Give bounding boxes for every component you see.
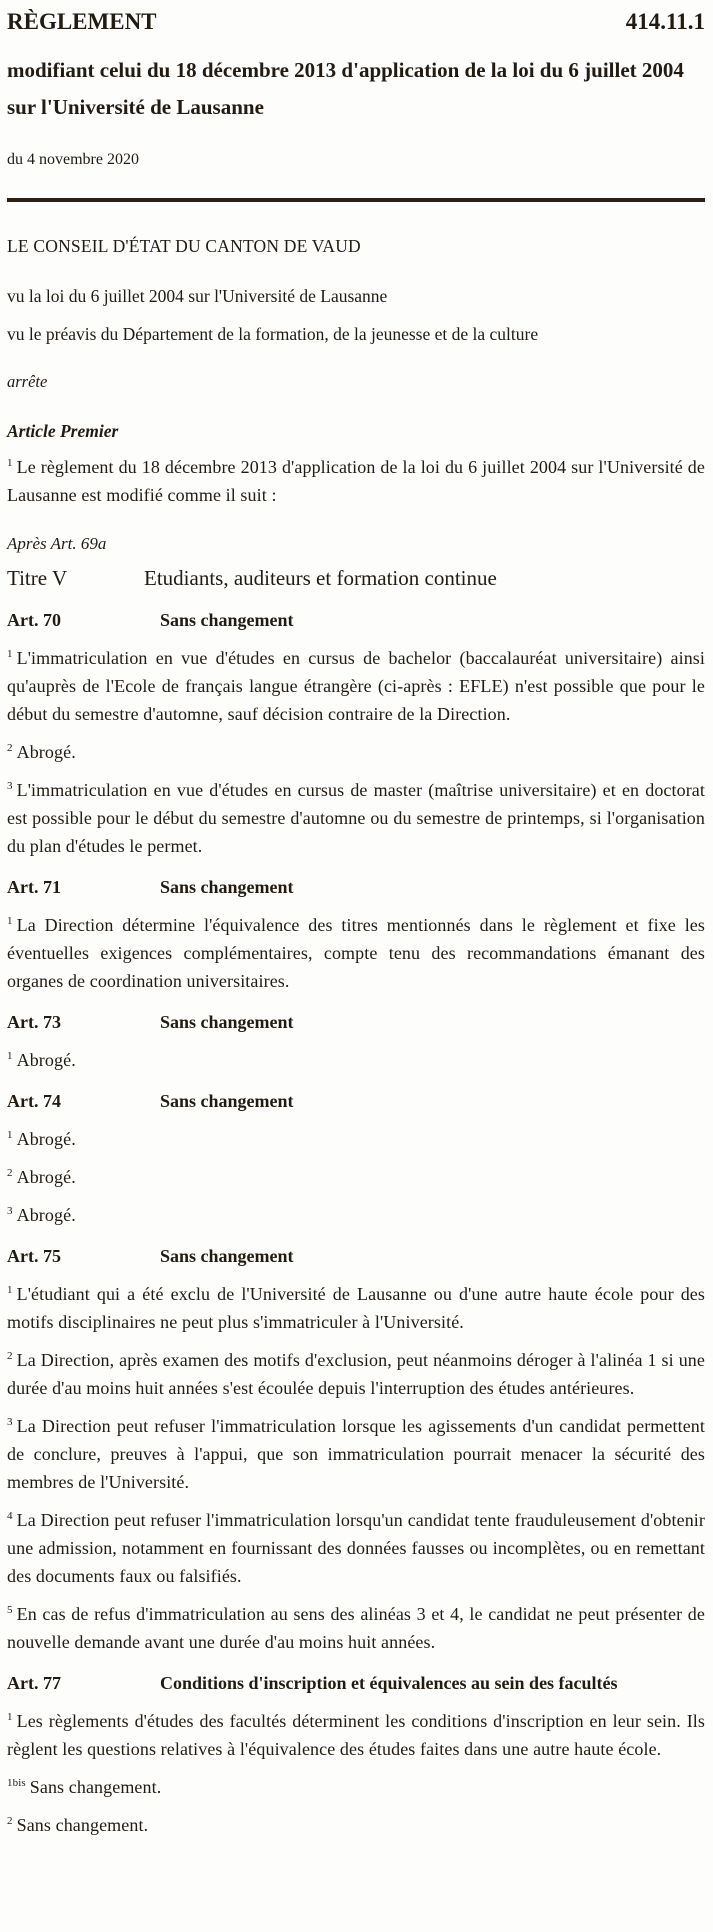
doc-title: modifiant celui du 18 décembre 2013 d'application de la loi du 6 juillet 2004 sur l'Université de Lausanne [7, 58, 684, 119]
alinea-text: La Direction peut refuser l'immatriculation lorsqu'un candidat tente frauduleusement d'obtenir une admission, notamment en fournissant des données fausses ou incomplètes, ou en remettant des documents faux ou falsifiés. [7, 1510, 705, 1586]
decree-word: arrête [7, 372, 48, 391]
alinea [7, 1346, 705, 1402]
article-label: Art. 77 [7, 1673, 61, 1693]
alinea [7, 911, 705, 995]
alinea [7, 1600, 705, 1656]
article-heading [7, 1087, 705, 1115]
alinea [7, 1125, 705, 1153]
alinea-text: Les règlements d'études des facultés déterminent les conditions d'inscription en leur sein. Ils règlent les questions relatives à l'équivalence des études faites dans une autre haute école. [7, 1711, 705, 1759]
alinea [7, 1412, 705, 1496]
article-heading [7, 1669, 705, 1697]
titre-heading [7, 563, 705, 593]
alinea-text: Abrogé. [16, 742, 76, 762]
doc-date: du 4 novembre 2020 [7, 151, 139, 168]
article-73 [7, 1008, 705, 1074]
alinea-number: 4 [7, 1510, 13, 1522]
article-title: Conditions d'inscription et équivalences au sein des facultés [160, 1673, 618, 1693]
alinea-number: 1 [7, 915, 13, 927]
alinea-text: En cas de refus d'immatriculation au sens des alinéas 3 et 4, le candidat ne peut présenter de nouvelle demande avant une durée d'au moins huit années. [7, 1604, 705, 1652]
alinea-text: Le règlement du 18 décembre 2013 d'application de la loi du 6 juillet 2004 sur l'Université de Lausanne est modifié comme il suit : [7, 457, 705, 505]
titre-label: Titre V [7, 566, 68, 590]
article-label: Art. 70 [7, 610, 61, 630]
article-label: Art. 75 [7, 1246, 61, 1266]
article-title: Sans changement [160, 877, 294, 897]
article-title: Sans changement [160, 1246, 294, 1266]
article-premier-heading: Article Premier [7, 421, 119, 441]
insertion-note: Après Art. 69a [7, 534, 107, 553]
alinea [7, 1280, 705, 1336]
alinea-text: L'immatriculation en vue d'études en cursus de master (maîtrise universitaire) et en doctorat est possible pour le début du semestre d'automne ou du semestre de printemps, si l'organisation du plan d'études le permet. [7, 780, 705, 856]
alinea-number: 3 [7, 1416, 13, 1428]
alinea-number: 1 [7, 1050, 13, 1062]
alinea [7, 1163, 705, 1191]
alinea [7, 1707, 705, 1763]
authority-line: LE CONSEIL D'ÉTAT DU CANTON DE VAUD [7, 236, 361, 256]
alinea-number: 1bis [7, 1777, 26, 1789]
article-77 [7, 1669, 705, 1839]
alinea [7, 738, 705, 766]
alinea [7, 1506, 705, 1590]
article-75 [7, 1242, 705, 1656]
article-label: Art. 73 [7, 1012, 61, 1032]
alinea [7, 1773, 705, 1801]
doc-type: RÈGLEMENT [7, 9, 157, 34]
alinea-text: Abrogé. [16, 1167, 76, 1187]
alinea-text: Sans changement. [16, 1815, 149, 1835]
alinea-number: 1 [7, 648, 13, 660]
alinea [7, 1811, 705, 1839]
alinea-number: 1 [7, 1284, 13, 1296]
article-heading [7, 873, 705, 901]
article-title: Sans changement [160, 1091, 294, 1111]
titre-text: Etudiants, auditeurs et formation continue [144, 566, 497, 590]
recital-preavis: vu le préavis du Département de la formation, de la jeunesse et de la culture [7, 324, 539, 344]
alinea-text: L'étudiant qui a été exclu de l'Université de Lausanne ou d'une autre haute école pour des motifs disciplinaires ne peut plus s'immatriculer à l'Université. [7, 1284, 705, 1332]
alinea-number: 1 [7, 457, 13, 469]
article-label: Art. 71 [7, 877, 61, 897]
article-heading [7, 606, 705, 634]
alinea-number: 2 [7, 1350, 13, 1362]
article-title: Sans changement [160, 1012, 294, 1032]
alinea [7, 453, 705, 509]
doc-number: 414.11.1 [625, 9, 705, 34]
article-title: Sans changement [160, 610, 294, 630]
alinea-number: 5 [7, 1604, 13, 1616]
alinea-number: 3 [7, 1205, 13, 1217]
alinea-number: 2 [7, 742, 13, 754]
alinea-number: 1 [7, 1711, 13, 1723]
article-71 [7, 873, 705, 995]
article-label: Art. 74 [7, 1091, 61, 1111]
alinea-number: 2 [7, 1815, 13, 1827]
alinea-number: 1 [7, 1129, 13, 1141]
alinea [7, 776, 705, 860]
document-header [7, 9, 705, 35]
recital-law: vu la loi du 6 juillet 2004 sur l'Université de Lausanne [7, 286, 388, 306]
alinea [7, 1046, 705, 1074]
alinea-text: Abrogé. [16, 1129, 76, 1149]
alinea-text: La Direction détermine l'équivalence des titres mentionnés dans le règlement et fixe les éventuelles exigences complémentaires, compte tenu des recommandations émanant des organes de coordination universitaires. [7, 915, 705, 991]
alinea-number: 3 [7, 780, 13, 792]
alinea [7, 644, 705, 728]
header-divider [7, 198, 705, 202]
alinea [7, 1201, 705, 1229]
article-70 [7, 606, 705, 860]
alinea-text: L'immatriculation en vue d'études en cursus de bachelor (baccalauréat universitaire) ainsi qu'auprès de l'Ecole de français langue étrangère (ci-après : EFLE) n'est possible que pour le début du semestre d'automne, sauf décision contraire de la Direction. [7, 648, 705, 724]
article-74 [7, 1087, 705, 1229]
alinea-text: La Direction peut refuser l'immatriculation lorsque les agissements d'un candidat permettent de conclure, preuves à l'appui, que son immatriculation pourrait menacer la sécurité des membres de l'Université. [7, 1416, 705, 1492]
alinea-text: Sans changement. [29, 1777, 162, 1797]
article-heading [7, 1008, 705, 1036]
alinea-text: La Direction, après examen des motifs d'exclusion, peut néanmoins déroger à l'alinéa 1 si une durée d'au moins huit années s'est écoulée depuis l'interruption des études antérieures. [7, 1350, 705, 1398]
alinea-number: 2 [7, 1167, 13, 1179]
article-heading [7, 1242, 705, 1270]
alinea-text: Abrogé. [16, 1205, 76, 1225]
alinea-text: Abrogé. [16, 1050, 76, 1070]
